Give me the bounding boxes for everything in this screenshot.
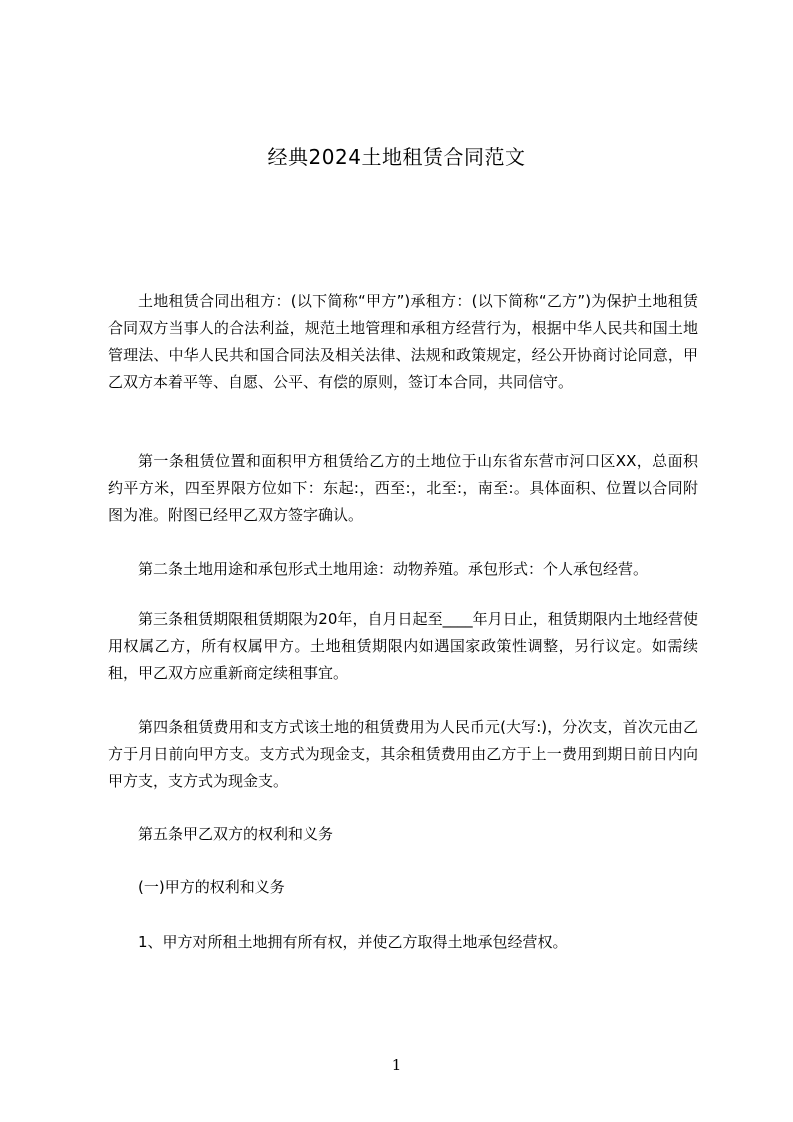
paragraph-article-5-heading: 第五条甲乙双方的权利和义务: [138, 825, 334, 843]
document-title: 经典2024土地租赁合同范文: [267, 145, 526, 169]
paragraph-article-3: 第三条租赁期限租赁期限为20年，自月日起至____年月日止，租赁期限内土地经营使用权属乙方，所有权属甲方。土地租赁期限内如遇国家政策性调整，另行议定。如需续租，甲乙双方应重新商定续租事宜。: [108, 610, 698, 682]
paragraph-preamble: 土地租赁合同出租方：(以下简称“甲方”)承租方：(以下简称“乙方”)为保护土地租赁合同双方当事人的合法利益，规范土地管理和承租方经营行为，根据中华人民共和国土地管理法、中华人民共和国合同法及相关法律、法规和政策规定，经公开协商讨论同意，甲乙双方本着平等、自愿、公平、有偿的原则，签订本合同，共同信守。: [108, 292, 698, 391]
paragraph-section-1-heading: (一)甲方的权利和义务: [138, 878, 285, 896]
paragraph-clause-1: 1、甲方对所租土地拥有所有权，并使乙方取得土地承包经营权。: [138, 933, 568, 951]
paragraph-article-1: 第一条租赁位置和面积甲方租赁给乙方的土地位于山东省东营市河口区XX，总面积约平方米，四至界限方位如下：东起:，西至:，北至:，南至:。具体面积、位置以合同附图为准。附图已经甲乙双方签字确认。: [108, 452, 698, 524]
page-number: 1: [391, 1056, 402, 1074]
paragraph-article-4: 第四条租赁费用和支方式该土地的租赁费用为人民币元(大写:)，分次支，首次元由乙方于月日前向甲方支。支方式为现金支，其余租赁费用由乙方于上一费用到期日前日内向甲方支，支方式为现金支。: [108, 718, 698, 790]
paragraph-article-2: 第二条土地用途和承包形式土地用途：动物养殖。承包形式：个人承包经营。: [138, 560, 649, 578]
